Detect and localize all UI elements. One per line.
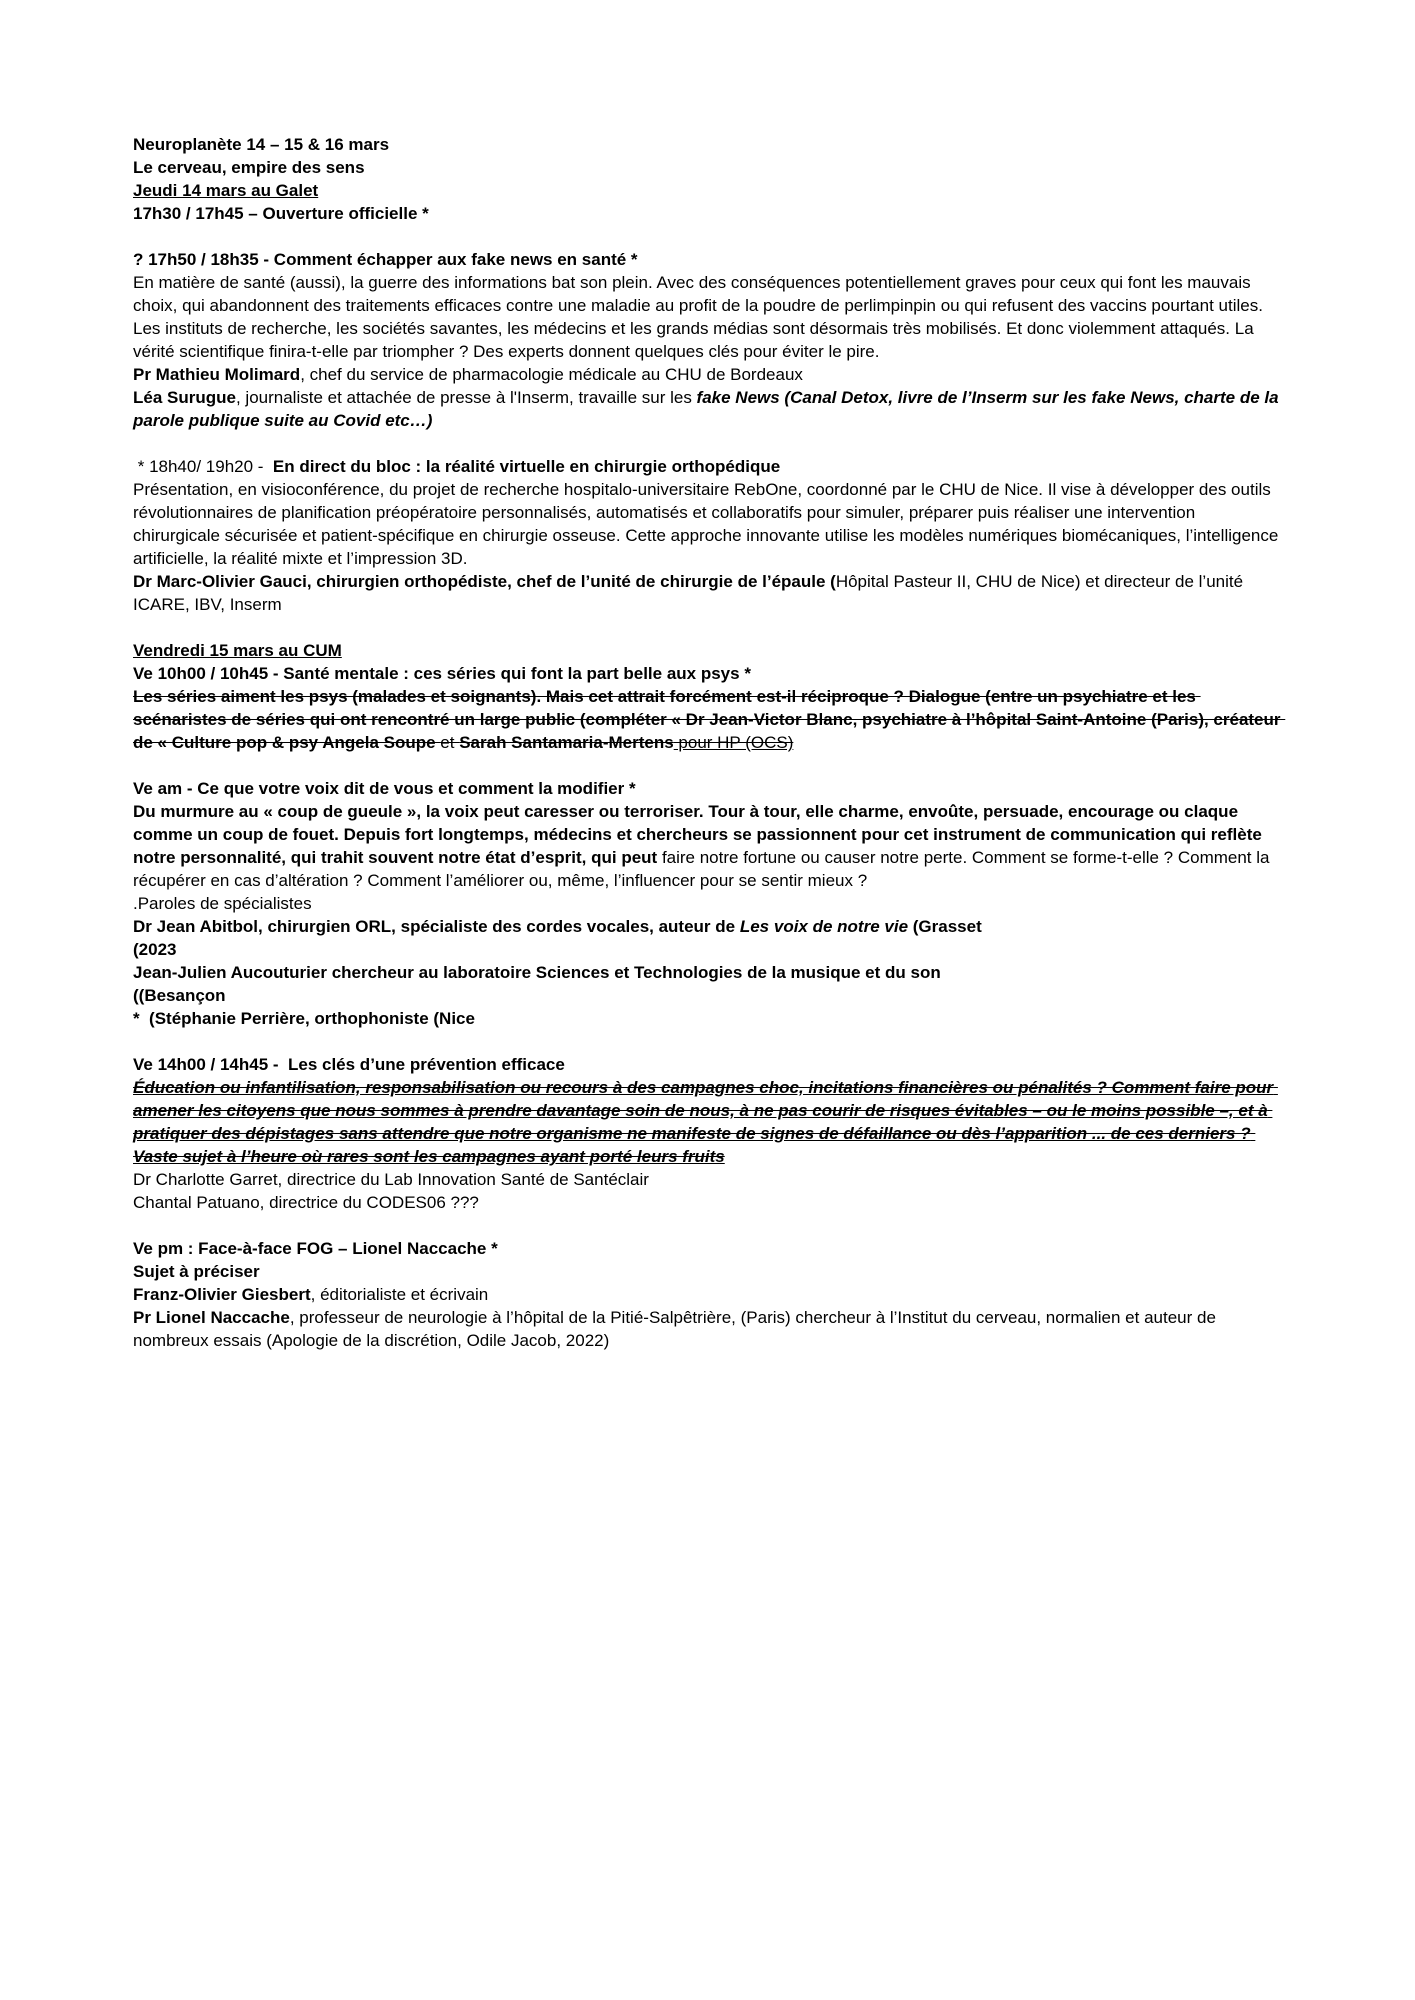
session-voix-description bbox=[133, 800, 1283, 892]
text-run: , professeur de neurologie à l’hôpital de la Pitié-Salpêtrière, (Paris) chercheur à l’Institut du cerveau, normalien et auteur de nombreux essais (Apologie de la discrétion, Odile Jacob, 2022) bbox=[133, 1308, 1221, 1350]
text-run: ((Besançon bbox=[133, 986, 226, 1005]
text-run: , journaliste et attachée de presse à l'Inserm, travaille sur les bbox=[235, 388, 697, 407]
text-run: Éducation ou infantilisation, responsabilisation ou recours à des campagnes choc, incitations financières ou pénalités ? Comment faire pour amener les citoyens que nous sommes à prendre davantage soin de nous, à ne pas courir de risques évitables – ou le moins possible –, et à pratiquer des dépistages sans attendre que notre organisme ne manifeste de signes de défaillance ou dès l’apparition ... de ces derniers ? Vaste sujet à l’heure où rares sont les campagnes ayant porté leurs fruits bbox=[133, 1078, 1278, 1166]
session-bloc-description bbox=[133, 478, 1283, 570]
text-run: Vendredi 15 mars au CUM bbox=[133, 641, 342, 660]
spacer bbox=[133, 754, 1283, 777]
session-prevention-description-struck bbox=[133, 1076, 1283, 1168]
text-run: Dr Marc-Olivier Gauci, chirurgien orthopédiste, chef de l’unité de chirurgie de l’épaule ( bbox=[133, 572, 836, 591]
speaker-molimard bbox=[133, 363, 1283, 386]
text-run: , chef du service de pharmacologie médicale au CHU de Bordeaux bbox=[300, 365, 803, 384]
text-run: Du murmure au « coup de gueule », la voix peut caresser ou terroriser. Tour à tour, elle charme, envoûte, persuade, encourage ou claque comme un coup de fouet. Depuis fort longtemps, médecins et chercheurs se passionnent pour cet instrument de communication qui reflète notre personnalité, qui trahit souvent notre état d’esprit, qui peut bbox=[133, 802, 1267, 867]
event-title bbox=[133, 133, 1283, 156]
session-opening bbox=[133, 202, 1283, 225]
event-subtitle bbox=[133, 156, 1283, 179]
text-run: Présentation, en visioconférence, du projet de recherche hospitalo-universitaire RebOne, coordonné par le CHU de Nice. Il vise à développer des outils révolutionnaires de planification préopératoire personnalisés, automatisés et collaboratifs pour simuler, préparer puis réaliser une intervention chirurgicale sécurisée et patient-spécifique en chirurgie osseuse. Cette approche innovante utilise les modèles numériques biomécaniques, l’intelligence artificielle, la réalité mixte et l’impression 3D. bbox=[133, 480, 1284, 568]
text-run: Hôpital Pasteur II, CHU de Nice) et directeur de l’unité ICARE, IBV, Inserm bbox=[133, 572, 1248, 614]
text-run: En matière de santé (aussi), la guerre des informations bat son plein. Avec des conséquences potentiellement graves pour ceux qui font les mauvais choix, qui abandonnent des traitements efficaces contre une maladie au profit de la poudre de perlimpinpin ou qui refusent des vaccins pourtant utiles. Les instituts de recherche, les sociétés savantes, les médecins et les grands médias sont désormais très mobilisés. Et donc violemment attaqués. La vérité scientifique finira-t-elle par triompher ? Des experts donnent quelques clés pour éviter le pire. bbox=[133, 273, 1268, 361]
text-run: pour HP (OCS) bbox=[673, 733, 794, 752]
session-voix-title bbox=[133, 777, 1283, 800]
text-run: Jeudi 14 mars au Galet bbox=[133, 181, 319, 200]
text-run: fake News (Canal Detox, livre de l’Inserm sur les fake News, charte de la parole publique suite au Covid etc…) bbox=[133, 388, 1284, 430]
text-run: Sarah Santamaria-Mertens bbox=[459, 733, 674, 752]
text-run: ? 17h50 / 18h35 - Comment échapper aux fake news en santé * bbox=[133, 250, 638, 269]
text-run: Ve 14h00 / 14h45 - Les clés d’une prévention efficace bbox=[133, 1055, 565, 1074]
speaker-aucouturier bbox=[133, 961, 1283, 984]
session-voix-note bbox=[133, 892, 1283, 915]
text-run: Ve 10h00 / 10h45 - Santé mentale : ces séries qui font la part belle aux psys * bbox=[133, 664, 751, 683]
text-run: Franz-Olivier Giesbert bbox=[133, 1285, 311, 1304]
text-run: Léa Surugue bbox=[133, 388, 236, 407]
spacer bbox=[133, 1214, 1283, 1237]
session-series-description-struck bbox=[133, 685, 1286, 754]
text-run: Dr Charlotte Garret, directrice du Lab Innovation Santé de Santéclair bbox=[133, 1170, 649, 1189]
session-fog-title bbox=[133, 1237, 1283, 1260]
text-run: Ve am - Ce que votre voix dit de vous et comment la modifier * bbox=[133, 779, 636, 798]
text-run: et bbox=[440, 733, 460, 752]
spacer bbox=[133, 1030, 1283, 1053]
text-run: Pr Mathieu Molimard bbox=[133, 365, 301, 384]
text-run: * 18h40/ 19h20 - bbox=[133, 457, 273, 476]
text-run: Sujet à préciser bbox=[133, 1262, 260, 1281]
text-run: Neuroplanète 14 – 15 & 16 mars bbox=[133, 135, 390, 154]
speaker-garret bbox=[133, 1168, 1283, 1191]
speaker-aucouturier-city bbox=[133, 984, 1283, 1007]
session-series-title bbox=[133, 662, 1283, 685]
text-run: Dr Jean Abitbol, chirurgien ORL, spécialiste des cordes vocales, auteur de bbox=[133, 917, 740, 936]
text-run: (2023 bbox=[133, 940, 177, 959]
session-fog-subtitle bbox=[133, 1260, 1283, 1283]
session-prevention-title bbox=[133, 1053, 1283, 1076]
day-header-jeudi bbox=[133, 179, 1283, 202]
text-run: Le cerveau, empire des sens bbox=[133, 158, 365, 177]
text-run: Les voix de notre vie bbox=[739, 917, 909, 936]
text-run: Jean-Julien Aucouturier chercheur au laboratoire Sciences et Technologies de la musique et du son bbox=[133, 963, 941, 982]
text-run: , éditorialiste et écrivain bbox=[310, 1285, 489, 1304]
session-fake-news-title bbox=[133, 248, 1283, 271]
text-run: Pr Lionel Naccache bbox=[133, 1308, 290, 1327]
spacer bbox=[133, 432, 1283, 455]
document-page-content bbox=[133, 133, 1286, 1352]
text-run: Ve pm : Face-à-face FOG – Lionel Naccache * bbox=[133, 1239, 498, 1258]
text-run: .Paroles de spécialistes bbox=[133, 894, 312, 913]
spacer bbox=[133, 616, 1283, 639]
text-run: * (Stéphanie Perrière, orthophoniste (Nice bbox=[133, 1009, 475, 1028]
text-run: (Grasset bbox=[908, 917, 982, 936]
text-run: 17h30 / 17h45 – Ouverture officielle * bbox=[133, 204, 429, 223]
spacer bbox=[133, 225, 1283, 248]
speaker-abitbol-year bbox=[133, 938, 1283, 961]
speaker-giesbert bbox=[133, 1283, 1283, 1306]
speaker-gauci bbox=[133, 570, 1283, 616]
text-run: En direct du bloc : la réalité virtuelle en chirurgie orthopédique bbox=[272, 457, 781, 476]
day-header-vendredi bbox=[133, 639, 1283, 662]
speaker-abitbol bbox=[133, 915, 1283, 938]
speaker-perriere bbox=[133, 1007, 1283, 1030]
session-fake-news-description bbox=[133, 271, 1283, 363]
text-run: Les séries aiment les psys (malades et soignants). Mais cet attrait forcément est-il réciproque ? Dialogue (entre un psychiatre et les scénaristes de séries qui ont rencontré un large public (compléter « Dr Jean-Victor Blanc, psychiatre à l’hôpital Saint-Antoine (Paris), créateur de « Culture pop & psy Angela Soupe bbox=[133, 687, 1286, 752]
speaker-patuano bbox=[133, 1191, 1283, 1214]
text-run: Chantal Patuano, directrice du CODES06 ??? bbox=[133, 1193, 479, 1212]
speaker-surugue bbox=[133, 386, 1283, 432]
text-run: faire notre fortune ou causer notre perte. Comment se forme-t-elle ? Comment la récupérer en cas d’altération ? Comment l’améliorer ou, même, l’influencer pour se sentir mieux ? bbox=[133, 848, 1275, 890]
speaker-naccache bbox=[133, 1306, 1283, 1352]
session-bloc-title bbox=[133, 455, 1283, 478]
